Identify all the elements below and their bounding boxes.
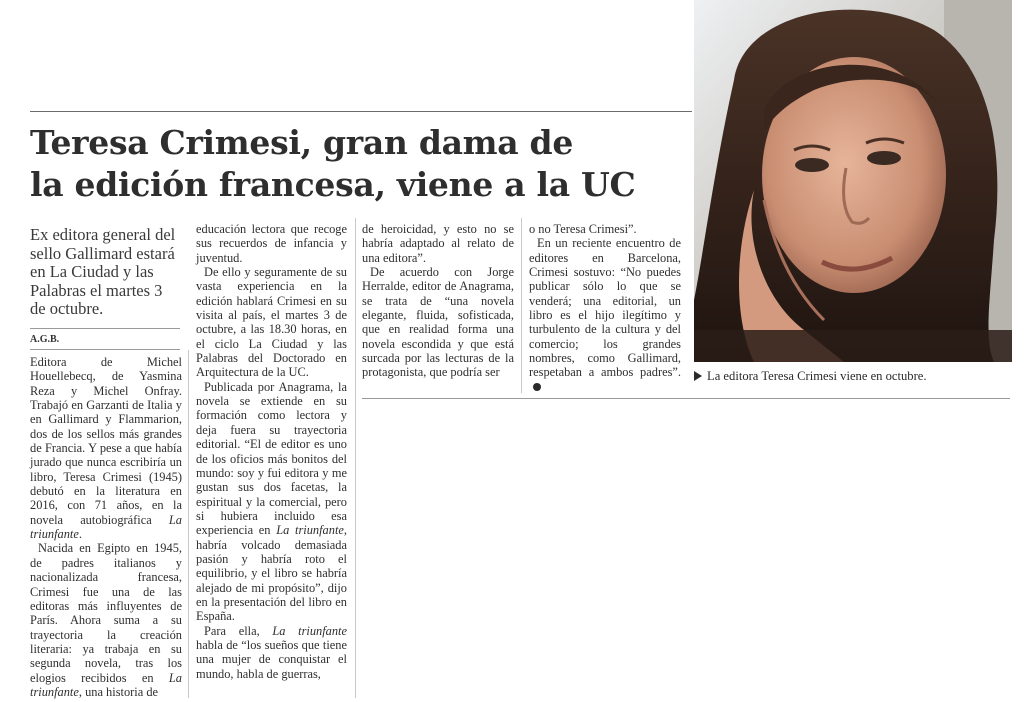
byline-top-rule bbox=[30, 328, 180, 329]
column-divider-1 bbox=[188, 350, 189, 698]
body-paragraph: educación lectora que recoge sus recuerdos de infancia y juventud. bbox=[196, 222, 347, 265]
deck-summary: Ex editora general del sello Gallimard estará en La Ciudad y las Palabras el martes 3 de octubre. bbox=[30, 225, 176, 319]
byline: A.G.B. bbox=[30, 334, 60, 345]
portrait-illustration bbox=[694, 0, 1012, 362]
portrait-photo bbox=[694, 0, 1012, 362]
body-column-1 bbox=[30, 355, 182, 699]
body-column-4 bbox=[529, 222, 681, 394]
photo-caption bbox=[694, 369, 1012, 384]
body-column-3 bbox=[362, 222, 514, 380]
body-paragraph: En un reciente encuentro de editores en Barcelona, Crimesi sostuvo: “No puedes publicar sólo lo que se venderá; una editorial, un libro es el hijo ilegítimo y turbulento de la cultura y del comercio; los grandes nombres, como Gallimard, respetaban a ambos padres”. bbox=[529, 236, 681, 394]
byline-bottom-rule bbox=[30, 349, 180, 350]
body-paragraph: o no Teresa Crimesi”. bbox=[529, 222, 637, 236]
body-paragraph: de heroicidad, y esto no se habría adaptado al relato de una editora”. bbox=[362, 222, 514, 265]
column-divider-3 bbox=[521, 218, 522, 393]
column-divider-2 bbox=[355, 218, 356, 698]
headline-line-2: la edición francesa, viene a la UC bbox=[30, 165, 636, 204]
end-of-article-dot-icon bbox=[533, 383, 541, 391]
body-paragraph: De ello y seguramente de su vasta experiencia en la edición hablará Crimesi en su visita al país, el martes 3 de octubre, a las 18.30 horas, en el ciclo La Ciudad y las Palabras del Doctorado en Arquitectura de la UC. bbox=[196, 265, 347, 380]
body-paragraph: De acuerdo con Jorge Herralde, editor de Anagrama, se trata de “una novela elegante, fluida, sofisticada, que en realidad forma una novela escondida y que está surcada por las lecturas de la protagonista, que podría ser bbox=[362, 265, 514, 380]
body-paragraph: Para ella, La triunfante habla de “los sueños que tiene una mujer de conquistar el mundo, habla de guerras, bbox=[196, 623, 347, 681]
body-column-2 bbox=[196, 222, 347, 681]
caption-arrow-icon bbox=[694, 371, 702, 381]
body-paragraph: Publicada por Anagrama, la novela se extiende en su formación como lectora y deja fuera su trayectoria editorial. “El de editor es uno de los oficios más bonitos del mundo: soy y fui editora y me gustan sus dos facetas, la espiritual y la comercial, pero si hubiera incluido esa experiencia en La triunfante, habría volcado demasiada pasión y habría roto el equilibrio, y el libro se habría alejado de mi propósito”, dijo en la presentación del libro en España. bbox=[196, 379, 347, 624]
body-paragraph: Nacida en Egipto en 1945, de padres italianos y nacionalizada francesa, Crimesi fue una de las editoras más influyentes de París. Ahora suma a su trayectoria la creación literaria: ya trabaja en su segunda novela, tras los elogios recibidos en La triunfante, una historia de bbox=[30, 541, 182, 699]
caption-text: La editora Teresa Crimesi viene en octubre. bbox=[707, 369, 927, 383]
top-rule bbox=[30, 111, 692, 112]
headline bbox=[30, 122, 670, 206]
bottom-rule bbox=[362, 398, 1010, 399]
body-paragraph: Editora de Michel Houellebecq, de Yasmina Reza y Michel Onfray. Trabajó en Garzanti de Italia y en Gallimard y Flammarion, dos de los sellos más grandes de Francia. Y pese a que había jurado que nunca escribiría un libro, Teresa Crimesi (1945) debutó en la literatura en 2016, con 71 años, en la novela autobiográfica La triunfante. bbox=[30, 355, 182, 542]
headline-line-1: Teresa Crimesi, gran dama de bbox=[30, 123, 574, 162]
